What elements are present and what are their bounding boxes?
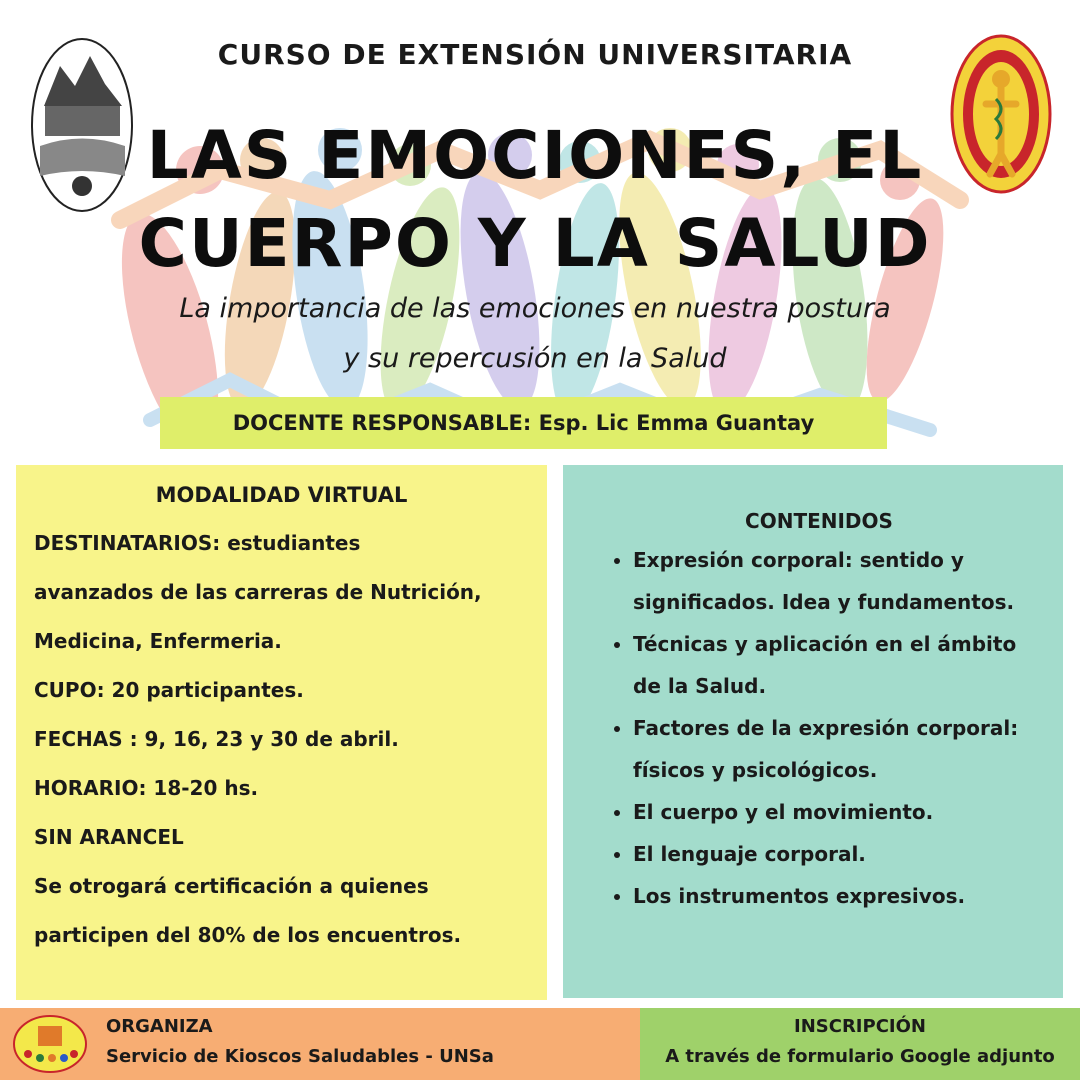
list-item: • Los instrumentos expresivos. [633, 875, 1045, 917]
organiza-label: ORGANIZA [106, 1016, 213, 1037]
faculty-seal-right [950, 34, 1052, 194]
subtitle-line-1: La importancia de las emociones en nuestra postura [179, 293, 891, 324]
title-line-1: LAS EMOCIONES, EL [146, 117, 924, 194]
modalidad-heading: MODALIDAD VIRTUAL [155, 483, 408, 507]
contents-list [593, 539, 1045, 917]
info-line: avanzados de las carreras de Nutrición, [34, 580, 482, 604]
info-line: HORARIO: 18-20 hs. [34, 776, 259, 800]
info-line: CUPO: 20 participantes. [34, 678, 304, 702]
info-line: SIN ARANCEL [34, 825, 184, 849]
course-type: CURSO DE EXTENSIÓN UNIVERSITARIA [217, 38, 853, 71]
kiosk-logo [12, 1014, 88, 1074]
info-box [16, 465, 547, 1000]
poster-title [120, 112, 950, 288]
list-item: • Factores de la expresión corporal: físicos y psicológicos. [633, 707, 1045, 791]
inscripcion-text: A través de formulario Google adjunto [665, 1046, 1055, 1067]
info-line: DESTINATARIOS: estudiantes [34, 531, 361, 555]
info-line: participen del 80% de los encuentros. [34, 923, 462, 947]
contents-box [563, 465, 1063, 998]
subtitle-line-2: y su repercusión en la Salud [343, 343, 727, 374]
list-item: • El lenguaje corporal. [633, 833, 1045, 875]
docente-banner: DOCENTE RESPONSABLE: Esp. Lic Emma Guantay [160, 397, 887, 449]
title-line-2: CUERPO Y LA SALUD [138, 205, 932, 282]
contenidos-heading: CONTENIDOS [745, 509, 893, 533]
info-line: FECHAS : 9, 16, 23 y 30 de abril. [34, 727, 399, 751]
poster-subtitle [100, 284, 970, 384]
info-line: Medicina, Enfermeria. [34, 629, 282, 653]
organiza-text: Servicio de Kioscos Saludables - UNSa [106, 1046, 494, 1067]
footer-organiza [0, 1008, 640, 1080]
list-item: • Técnicas y aplicación en el ámbito de la Salud. [633, 623, 1045, 707]
footer-inscripcion [640, 1008, 1080, 1080]
inscripcion-label: INSCRIPCIÓN [794, 1016, 926, 1037]
list-item: • El cuerpo y el movimiento. [633, 791, 1045, 833]
list-item: • Expresión corporal: sentido y significados. Idea y fundamentos. [633, 539, 1045, 623]
info-line: Se otrogará certificación a quienes [34, 874, 429, 898]
